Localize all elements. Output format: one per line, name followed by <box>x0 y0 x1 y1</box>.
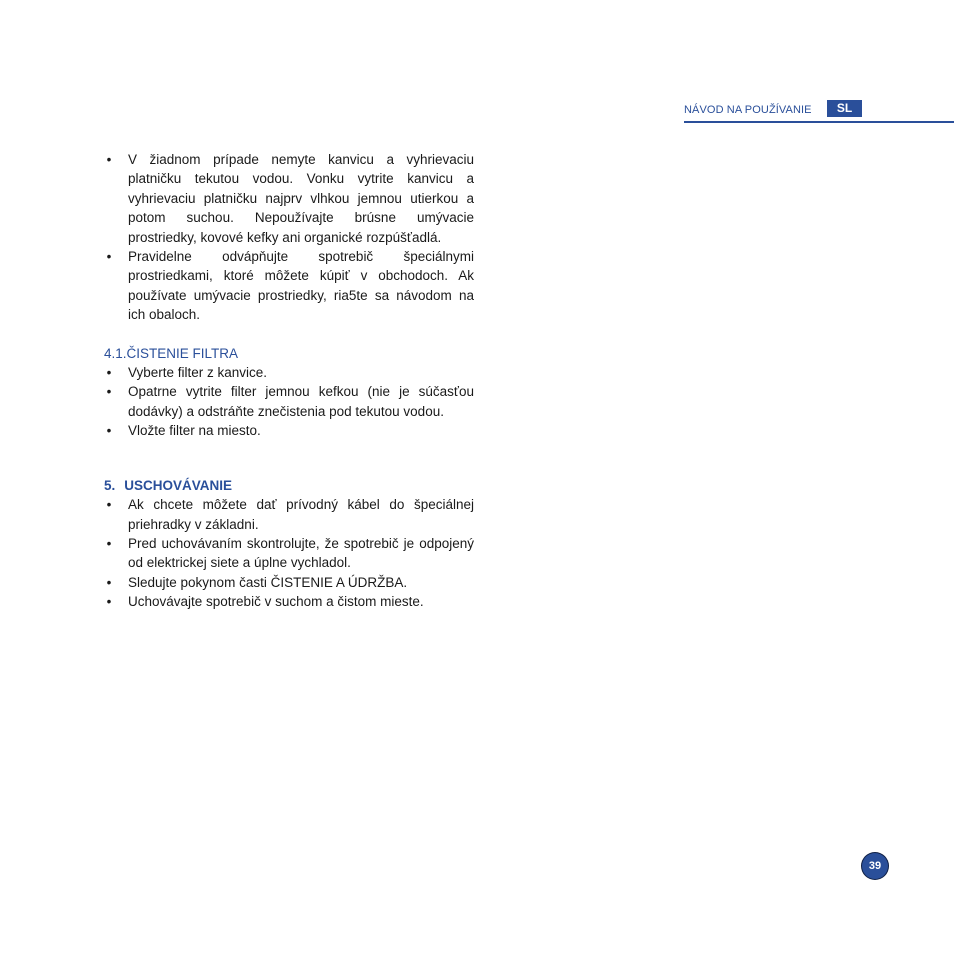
bullet-icon: • <box>106 423 112 439</box>
bullet-icon: • <box>106 384 112 400</box>
list-item: • Vložte filter na miesto. <box>104 421 474 440</box>
list-item: • Uchovávajte spotrebič v suchom a čistom mieste. <box>104 592 474 611</box>
filter-cleaning-list <box>104 363 474 441</box>
section-heading-storage <box>104 476 474 495</box>
bullet-icon: • <box>106 249 112 265</box>
header-title: NÁVOD NA POUŽÍVANIE <box>684 104 812 116</box>
header-divider <box>684 121 954 123</box>
bullet-icon: • <box>106 535 112 551</box>
list-item: • Ak chcete môžete dať prívodný kábel do špeciálnej priehradky v základni. <box>104 495 474 534</box>
section-number: 5. <box>104 477 116 493</box>
storage-list <box>104 495 474 611</box>
bullet-icon: • <box>106 152 112 167</box>
list-item: • V žiadnom prípade nemyte kanvicu a vyhrievaciu platničku tekutou vodou. Vonku vytrite kanvicu a vyhrievaciu platničku najprv vlhkou jemnou utierkou a potom suchou. Nepoužívajte brúsne umývacie prostriedky, kovové kefky ani organické rozpúšťadlá. <box>104 150 474 247</box>
list-item: • Pred uchovávaním skontrolujte, že spotrebič je odpojený od elektrickej siete a úplne vychladol. <box>104 534 474 573</box>
bullet-icon: • <box>106 365 112 381</box>
list-item: • Vyberte filter z kanvice. <box>104 363 474 382</box>
bullet-icon: • <box>106 574 112 590</box>
section-title: USCHOVÁVANIE <box>124 477 233 493</box>
intro-list <box>104 150 474 325</box>
list-item: • Pravidelne odvápňujte spotrebič špeciálnymi prostriedkami, ktoré môžete kúpiť v obchodoch. Ak používate umývacie prostriedky, ria5te sa návodom na ich obaloch. <box>104 247 474 325</box>
bullet-icon: • <box>106 594 112 610</box>
list-item: • Sledujte pokynom časti ČISTENIE A ÚDRŽBA. <box>104 573 474 592</box>
section-heading-filter-cleaning: 4.1.ČISTENIE FILTRA <box>104 345 239 361</box>
list-item: • Opatrne vytrite filter jemnou kefkou (nie je súčasťou dodávky) a odstráňte znečistenia pod tekutou vodou. <box>104 382 474 421</box>
page-number: 39 <box>862 853 888 879</box>
bullet-icon: • <box>106 497 112 513</box>
language-badge: SL <box>827 100 862 117</box>
page-content <box>104 150 474 612</box>
